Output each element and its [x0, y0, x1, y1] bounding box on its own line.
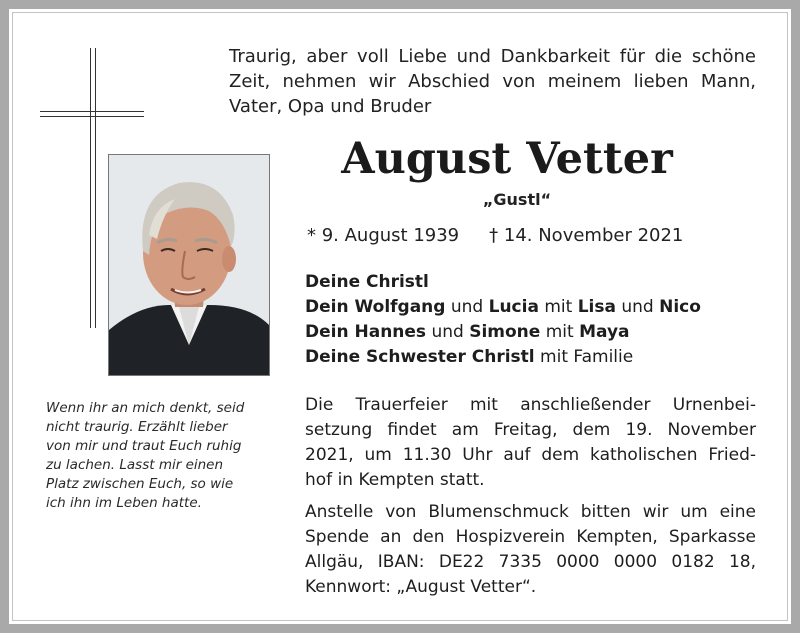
donation-line: Anstelle von Blumenschmuck bitten wir um eine: [305, 502, 756, 522]
family-name: Maya: [579, 322, 630, 342]
family-name: Simone: [469, 322, 541, 342]
nickname: „Gustl“: [482, 190, 552, 209]
quote-line: nicht traurig. Erzählt lieber: [46, 419, 228, 435]
family-name: Dein Wolfgang: [305, 297, 446, 317]
memorial-quote: [46, 399, 276, 513]
family-connector: mit: [545, 322, 574, 342]
birth-date: * 9. August 1939: [307, 225, 460, 246]
family-line: [305, 270, 765, 295]
family-line: [305, 295, 765, 320]
family-name: Nico: [659, 297, 701, 317]
quote-line: Platz zwischen Euch, so wie: [46, 476, 234, 492]
donation-line: Allgäu, IBAN: DE22 7335 0000 0000 0182 18,: [305, 552, 756, 572]
donation-text: [305, 500, 756, 600]
ceremony-line: Die Trauerfeier mit anschließender Urnenbei-: [305, 395, 756, 415]
ceremony-line: hof in Kempten statt.: [305, 470, 485, 490]
donation-line: Spende an den Hospizverein Kempten, Sparkasse: [305, 527, 756, 547]
quote-line: Wenn ihr an mich denkt, seid: [46, 400, 245, 416]
portrait-photo: [108, 154, 270, 376]
quote-line: von mir und traut Euch ruhig: [46, 438, 242, 454]
intro-line: Traurig, aber voll Liebe und Dankbarkeit für die schöne: [229, 46, 756, 67]
ceremony-line: 2021, um 11.30 Uhr auf dem katholischen Fried-: [305, 445, 756, 465]
death-date: † 14. November 2021: [489, 225, 684, 246]
deceased-name: August Vetter: [341, 134, 673, 184]
family-connector: und: [450, 297, 484, 317]
family-connector: mit Familie: [540, 347, 634, 367]
quote-line: ich ihn im Leben hatte.: [46, 495, 202, 511]
donation-line: Kennwort: „August Vetter“.: [305, 577, 537, 597]
family-connector: und: [621, 297, 654, 317]
family-name: Lisa: [577, 297, 616, 317]
family-name: Deine Christl: [305, 272, 429, 292]
intro-text: [229, 44, 756, 119]
cross-icon: [90, 48, 96, 328]
family-name: Deine Schwester Christl: [305, 347, 535, 367]
family-connector: mit: [544, 297, 573, 317]
cross-bar: [40, 111, 144, 117]
intro-line: Zeit, nehmen wir Abschied von meinem lieben Mann,: [229, 71, 756, 92]
family-name: Lucia: [488, 297, 539, 317]
ceremony-text: [305, 393, 756, 493]
family-line: [305, 320, 765, 345]
ceremony-line: setzung findet am Freitag, dem 19. November: [305, 420, 756, 440]
family-line: [305, 345, 765, 370]
life-dates: [307, 224, 767, 248]
portrait-illustration: [109, 155, 269, 375]
intro-line: Vater, Opa und Bruder: [229, 96, 432, 117]
family-connector: und: [431, 322, 464, 342]
quote-line: zu lachen. Lasst mir einen: [46, 457, 224, 473]
family-list: [305, 270, 765, 370]
family-name: Dein Hannes: [305, 322, 427, 342]
